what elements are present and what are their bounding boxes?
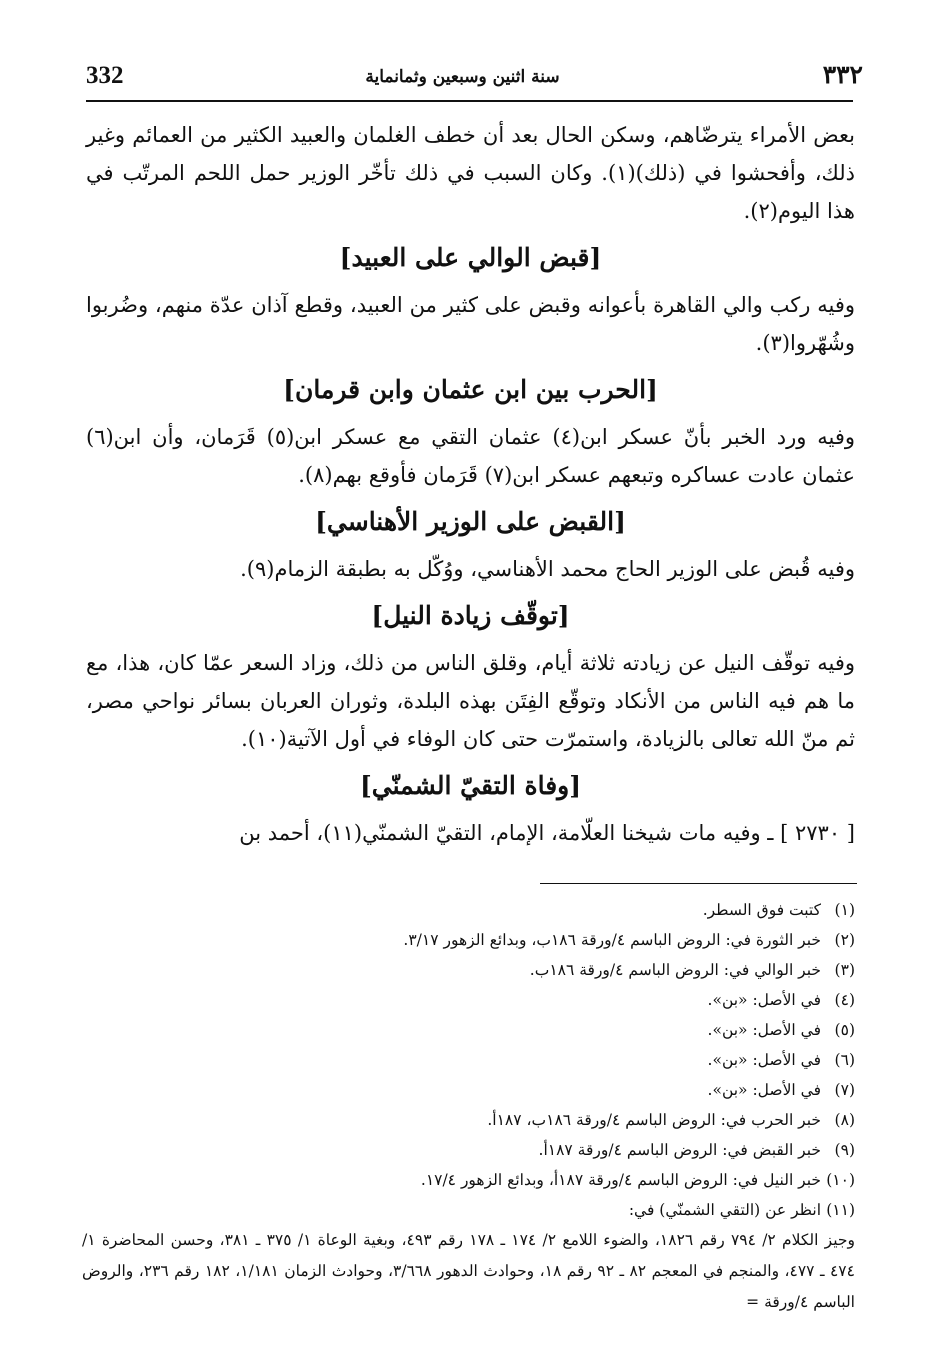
- footnote-number: (٣): [834, 961, 855, 979]
- section-heading: [توقّف زيادة النيل]: [371, 601, 570, 630]
- footnote: [82, 1045, 855, 1075]
- main-text: [86, 116, 855, 852]
- footnote: [82, 1105, 855, 1135]
- footnote-number: (٢): [834, 931, 855, 949]
- footnote-text: خبر الوالي في: الروض الباسم ٤/ورقة ١٨٦ب.: [529, 961, 821, 979]
- footnote: [82, 1165, 855, 1195]
- section-paragraph: [ ٢٧٣٠ ] ـ وفيه مات شيخنا العلّامة، الإمام، التقيّ الشمنّي(١١)، أحمد بن: [239, 821, 855, 845]
- footnote: [82, 1075, 855, 1105]
- footnote: [82, 1195, 855, 1225]
- section-paragraph: وفيه قُبض على الوزير الحاج محمد الأهناسي، ووُكّل به بطبقة الزمام(٩).: [240, 557, 855, 581]
- footnote-number: (٥): [834, 1021, 855, 1039]
- running-title: سنة اثنين وسبعين وثمانماية: [365, 67, 560, 87]
- section-paragraph: وفيه توقّف النيل عن زيادته ثلاثة أيام، وقلق الناس من ذلك، وزاد السعر عمّا كان، هذا، مع ما هم فيه الناس من الأنكاد وتوقّع الفِتَن بهذه البلدة، وثوران العربان بسائر نواحي مصر، ثم منّ الله تعالى بالزيادة، واستمرّت حتى كان الوفاء في أول الآتية(١٠).: [86, 651, 855, 751]
- section-paragraph: وفيه ركب والي القاهرة بأعوانه وقبض على كثير من العبيد، وقطع آذان عدّة منهم، وضُربوا وشُهّروا(٣).: [86, 293, 855, 355]
- footnote-text: خبر الحرب في: الروض الباسم ٤/ورقة ١٨٦ب، ١٨٧أ.: [487, 1111, 821, 1129]
- footnote-text: خبر النيل في: الروض الباسم ٤/ورقة ١٨٧أ، وبدائع الزهور ١٧/٤.: [420, 1171, 821, 1189]
- footnote-number: (٦): [834, 1051, 855, 1069]
- footnote: [82, 1135, 855, 1165]
- footnote-number: (١١): [826, 1201, 855, 1219]
- footnote: [82, 1015, 855, 1045]
- footnote-text: كتبت فوق السطر.: [702, 901, 821, 919]
- section-heading: [القبض على الوزير الأهناسي]: [315, 507, 626, 536]
- footnotes: [82, 895, 855, 1318]
- footnote-text: في الأصل: «بن».: [707, 1081, 821, 1099]
- footnote-number: (١٠): [826, 1171, 855, 1189]
- footnote-number: (١): [834, 901, 855, 919]
- section-paragraph: وفيه ورد الخبر بأنّ عسكر ابن(٤) عثمان التقي مع عسكر ابن(٥) قَرَمان، وأن ابن(٦) عثمان عادت عساكره وتبعهم عسكر ابن(٧) قَرَمان فأوقع بهم(٨).: [86, 425, 855, 487]
- page-header: [62, 58, 863, 98]
- footnote-number: (٩): [834, 1141, 855, 1159]
- section-heading: [قبض الوالي على العبيد]: [339, 243, 602, 272]
- footnote-continuation: وجيز الكلام ٢/ ٧٩٤ رقم ١٨٢٦، والضوء اللامع ٢/ ١٧٤ ـ ١٧٨ رقم ٤٩٣، وبغية الوعاة ١/ ٣٧٥ ـ ٣٨١، وحسن المحاضرة ١/ ٤٧٤ ـ ٤٧٧، والمنجم في المعجم ٨٢ ـ ٩٢ رقم ١٨، وحوادث الدهور ٣/٦٦٨، وحوادث الزمان ١/١٨١، ١٨٢ رقم ٢٣٦، والروض الباسم ٤/ورقة =: [82, 1231, 855, 1311]
- footnote-rule: [540, 883, 857, 884]
- intro-paragraph: بعض الأمراء يترضّاهم، وسكن الحال بعد أن خطف الغلمان والعبيد الكثير من العمائم وغير ذلك، وأفحشوا في (ذلك)(١). وكان السبب في ذلك تأخّر الوزير حمل اللحم المرتّب في هذا اليوم(٢).: [86, 123, 856, 223]
- footnote-text: في الأصل: «بن».: [707, 1051, 821, 1069]
- section-heading: [الحرب بين ابن عثمان وابن قرمان]: [283, 375, 658, 404]
- footnote-number: (٧): [834, 1081, 855, 1099]
- footnote-text: في الأصل: «بن».: [707, 991, 821, 1009]
- footnote-text: في الأصل: «بن».: [707, 1021, 821, 1039]
- page-number-arabic: ٣٣٢: [822, 60, 863, 89]
- header-rule: [86, 100, 853, 102]
- footnote-text: خبر القبض في: الروض الباسم ٤/ورقة ١٨٧أ.: [538, 1141, 821, 1159]
- footnote-text: خبر الثورة في: الروض الباسم ٤/ورقة ١٨٦ب، وبدائع الزهور ٣/١٧.: [403, 931, 821, 949]
- section-heading: [وفاة التقيّ الشمنّي]: [359, 771, 582, 800]
- footnote-text: انظر عن (التقي الشمنّي) في:: [628, 1201, 821, 1219]
- footnote-number: (٨): [834, 1111, 855, 1129]
- footnote-number: (٤): [834, 991, 855, 1009]
- footnote: [82, 895, 855, 925]
- page-number-latin: 332: [86, 62, 124, 89]
- footnote: [82, 955, 855, 985]
- footnote: [82, 925, 855, 955]
- footnote: [82, 985, 855, 1015]
